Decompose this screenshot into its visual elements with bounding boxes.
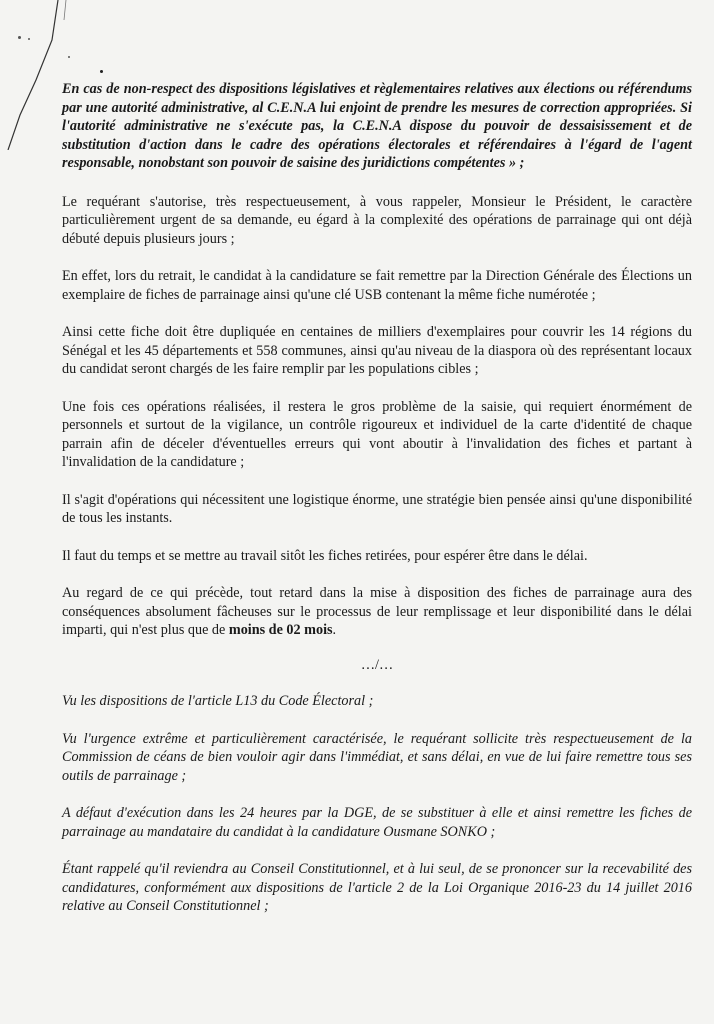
scan-speck (100, 70, 103, 73)
etant-rappele-paragraph: Étant rappelé qu'il reviendra au Conseil Constitutionnel, et à lui seul, de se prononcer sur la recevabilité des candidatures, conformément aux dispositions de l'article 2 de la Loi Organique 2016-23 du 14 juillet 2016 relative au Conseil Constitutionnel ; (62, 861, 692, 914)
scan-speck (28, 38, 30, 40)
duplication-paragraph: Ainsi cette fiche doit être dupliquée en centaines de milliers d'exemplaires pour couvrir les 14 régions du Sénégal et les 45 départements et 558 communes, ainsi qu'au niveau de la diaspora où des représentant locaux du candidat seront chargés de les faire remplir par les populations cibles ; (62, 324, 692, 377)
scan-speck (68, 56, 70, 58)
cena-quote-paragraph: En cas de non-respect des dispositions législatives et règlementaires relatives aux élections ou référendums par une autorité administrative, al C.E.N.A lui enjoint de prendre les mesures de correction appropriées. Si l'autorité administrative ne s'exécute pas, la C.E.N.A dispose du pouvoir de dessaisissement et de substitution d'action dans le cadre des opérations électorales et référendaires à l'égard de l'agent responsable, nonobstant son pouvoir de saisine des juridictions compétentes » ; (62, 81, 692, 171)
logistics-paragraph: Il s'agit d'opérations qui nécessitent une logistique énorme, une stratégie bien pensée ainsi qu'une disponibilité de tous les instants. (62, 491, 692, 526)
data-entry-paragraph: Une fois ces opérations réalisées, il restera le gros problème de la saisie, qui requiert énormément de personnels et surtout de la vigilance, un contrôle rigoureux et individuel de la carte d'identité de chaque parrain afin de déceler d'éventuelles erreurs qui vont aboutir à l'invalidation des fiches et partant à l'invalidation de la candidature ; (62, 398, 692, 470)
time-paragraph: Il faut du temps et se mettre au travail sitôt les fiches retirées, pour espérer être dans le délai. (62, 547, 588, 564)
urgency-reminder-paragraph: Le requérant s'autorise, très respectueusement, à vous rappeler, Monsieur le Président, le caractère particulièrement urgent de sa demande, eu égard à la complexité des opérations de parrainage qui ont déjà débuté depuis plusieurs jours ; (62, 193, 692, 247)
vu-article-paragraph: Vu les dispositions de l'article L13 du Code Électoral ; (62, 693, 374, 709)
a-defaut-paragraph: A défaut d'exécution dans les 24 heures par la DGE, de se substituer à elle et ainsi remettre les fiches de parrainage au mandataire du candidat à la candidature Ousmane SONKO ; (62, 805, 692, 840)
consequences-text: Au regard de ce qui précède, tout retard dans la mise à disposition des fiches de parrainage aura des conséquences absolument fâcheuses sur le processus de leur remplissage et leur disponibilité dans le délai imparti, qui n'est plus que de (62, 585, 692, 638)
consequences-paragraph (62, 584, 692, 640)
deadline-emphasis: moins de 02 mois (228, 622, 333, 638)
consequences-end: . (332, 622, 337, 638)
document-body (62, 80, 692, 916)
vu-urgence-paragraph: Vu l'urgence extrême et particulièrement caractérisée, le requérant sollicite très respectueusement de la Commission de céans de bien vouloir agir dans l'immédiat, et sans délai, en vue de lui faire remettre tous ses outils de parrainage ; (62, 730, 692, 784)
scan-speck (18, 36, 21, 39)
retrieval-paragraph: En effet, lors du retrait, le candidat à la candidature se fait remettre par la Direction Générale des Élections un exemplaire de fiches de parrainage ainsi qu'une clé USB contenant la même fiche numérotée ; (62, 268, 692, 303)
continuation-ellipsis: …/… (360, 656, 394, 673)
